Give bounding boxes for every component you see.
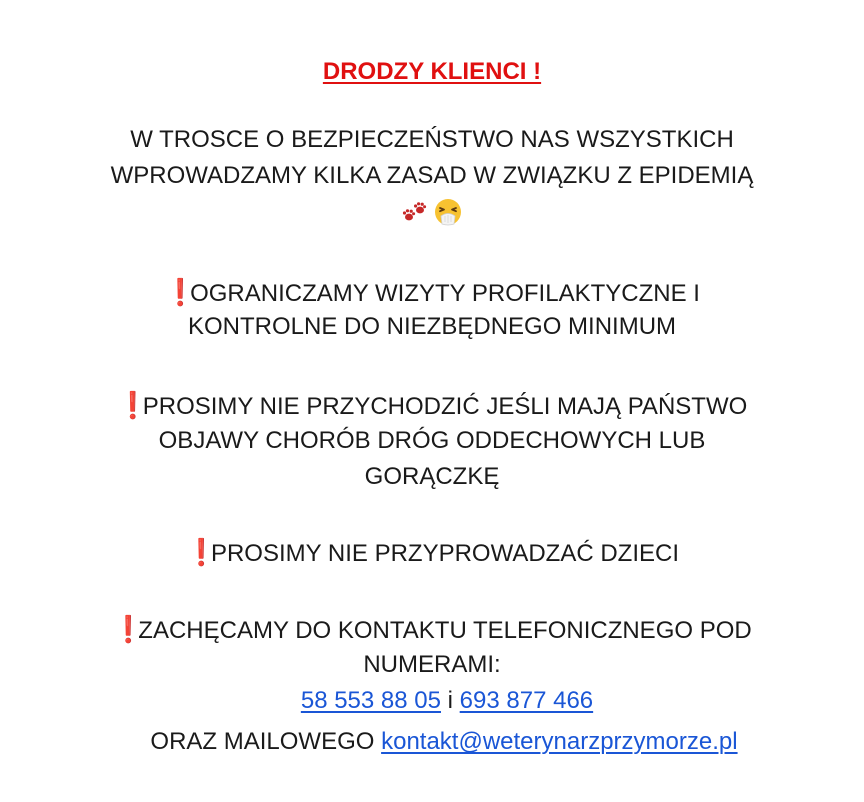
rule-1-line-1 — [0, 277, 864, 309]
emoji-row — [0, 196, 864, 227]
phone-conjunction: i — [447, 687, 453, 714]
phone-link-1[interactable]: 58 553 88 05 — [300, 687, 441, 714]
rule-1-text-1: OGRANICZAMY WIZYTY PROFILAKTYCZNE I — [190, 280, 700, 307]
rule-4-line-2: NUMERAMI: — [363, 651, 501, 678]
phone-row — [0, 686, 864, 716]
notice-title-row — [0, 57, 864, 87]
rule-3-line-1 — [0, 537, 864, 569]
phone-link-2[interactable]: 693 877 466 — [459, 687, 594, 714]
rule-4-line-1 — [0, 614, 864, 646]
rule-2-line-2: OBJAWY CHORÓB DRÓG ODDECHOWYCH LUB — [158, 427, 706, 454]
intro-line-2: WPROWADZAMY KILKA ZASAD W ZWIĄZKU Z EPIDEMIĄ — [110, 162, 754, 189]
email-row — [0, 727, 864, 757]
rule-2-line-1 — [0, 390, 864, 422]
notice-title: DRODZY KLIENCI ! — [322, 58, 542, 85]
paw-prints-icon — [401, 199, 429, 225]
rule-1-line-2: KONTROLNE DO NIEZBĘDNEGO MINIMUM — [187, 313, 677, 340]
rule-3-text-1: PROSIMY NIE PRZYPROWADZAĆ DZIECI — [210, 540, 680, 567]
intro-line-1: W TROSCE O BEZPIECZEŃSTWO NAS WSZYSTKICH — [130, 126, 734, 153]
rule-4-text-1: ZACHĘCAMY DO KONTAKTU TELEFONICZNEGO POD — [138, 617, 752, 644]
email-prefix: ORAZ MAILOWEGO — [150, 728, 375, 755]
exclamation-icon: ❗ — [116, 390, 150, 420]
sneezing-face-icon — [433, 197, 463, 227]
rule-2-text-1: PROSIMY NIE PRZYCHODZIĆ JEŚLI MAJĄ PAŃSTWO — [142, 393, 748, 420]
email-link[interactable]: kontakt@weterynarzprzymorze.pl — [381, 728, 738, 755]
exclamation-icon: ❗ — [112, 614, 145, 644]
rule-2-line-3: GORĄCZKĘ — [364, 463, 500, 490]
exclamation-icon: ❗ — [164, 277, 197, 307]
exclamation-icon: ❗ — [184, 537, 218, 567]
